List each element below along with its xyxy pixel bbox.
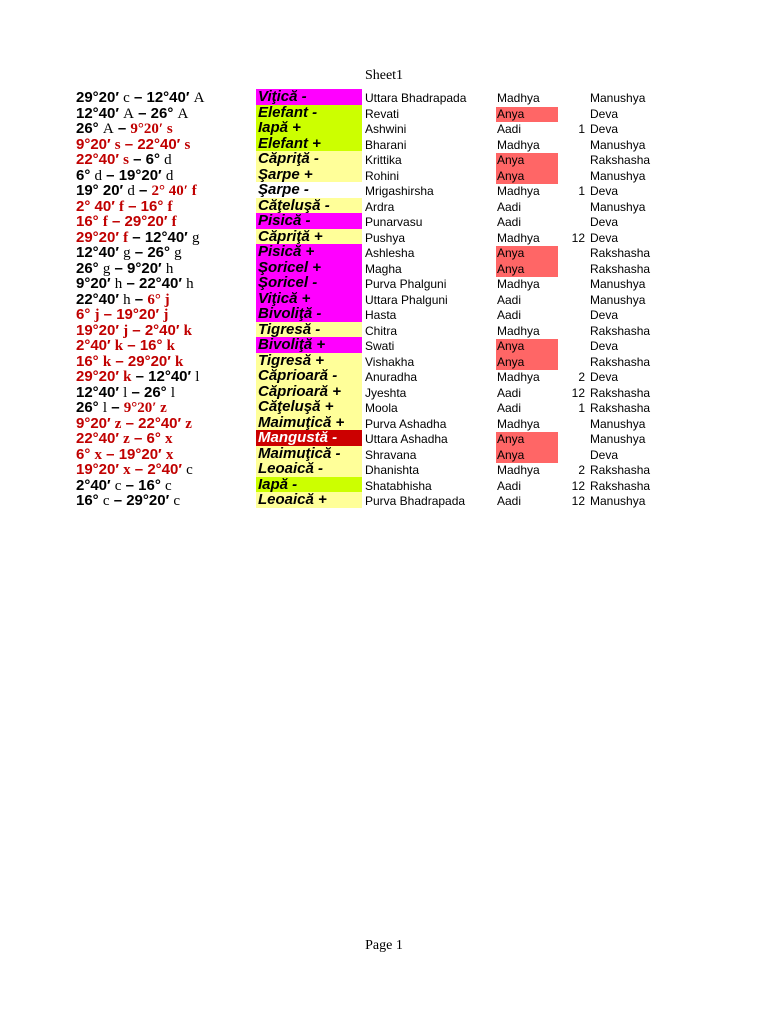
nakshatra-name: Purva Bhadrapada	[365, 494, 466, 508]
animal-label: Leoaică -	[256, 461, 362, 477]
nadi-label: Anya	[496, 246, 558, 262]
nadi-label: Aadi	[497, 401, 522, 415]
animal-label: Tigresă -	[256, 322, 362, 338]
count-value: 12	[571, 494, 585, 508]
degree-range: 22°40′ z – 6° x	[76, 430, 173, 447]
nadi-label: Anya	[496, 355, 558, 371]
count-value	[560, 262, 585, 278]
nadi-label: Anya	[496, 432, 558, 448]
degree-range: 29°20′ f – 12°40′ g	[76, 228, 200, 246]
degree-range: 29°20′ c – 12°40′ A	[76, 89, 205, 106]
nakshatra-name: Dhanishta	[365, 463, 420, 477]
count-value	[560, 355, 585, 371]
degree-range: 12°40′ l – 26° l	[76, 383, 176, 401]
animal-label: Elefant +	[256, 136, 362, 152]
gana-type: Deva	[590, 184, 619, 198]
count-value	[560, 432, 585, 448]
animal-label: Şoricel +	[256, 260, 362, 276]
nakshatra-name: Hasta	[365, 308, 397, 322]
nakshatra-name: Shravana	[365, 447, 417, 462]
count-value	[560, 324, 585, 340]
nakshatra-name: Vishakha	[365, 354, 415, 369]
gana-type: Rakshasha	[590, 385, 651, 400]
count-value	[560, 293, 585, 309]
nadi-label: Madhya	[497, 463, 540, 477]
animal-label: Maimuţică +	[256, 415, 362, 431]
degree-range: 26° l – 9°20′ z	[76, 399, 167, 416]
count-value: 2	[578, 463, 585, 477]
count-value	[560, 277, 585, 293]
nakshatra-name: Swati	[365, 339, 395, 353]
nadi-label: Anya	[496, 448, 558, 464]
gana-type: Manushya	[590, 432, 646, 446]
gana-type: Manushya	[590, 494, 646, 508]
gana-type: Deva	[590, 447, 619, 462]
nadi-label: Madhya	[497, 137, 540, 152]
animal-label: Şarpe +	[256, 167, 362, 183]
nakshatra-name: Shatabhisha	[365, 478, 432, 493]
gana-type: Deva	[590, 339, 619, 353]
count-value: 1	[578, 122, 585, 136]
gana-type: Rakshasha	[590, 246, 651, 260]
count-value	[560, 308, 585, 324]
nadi-label: Anya	[496, 169, 558, 185]
count-value	[560, 200, 585, 216]
gana-type: Manushya	[590, 416, 646, 431]
degree-range: 16° c – 29°20′ c	[76, 492, 181, 509]
nakshatra-name: Purva Phalguni	[365, 277, 447, 291]
animal-label: Căpriţă +	[256, 229, 362, 245]
count-value	[560, 169, 585, 185]
animal-label: Căţeluşă -	[256, 198, 362, 214]
nakshatra-name: Ashwini	[365, 122, 407, 136]
gana-type: Manushya	[590, 277, 646, 291]
animal-label: Pisică +	[256, 244, 362, 260]
gana-type: Manushya	[590, 292, 646, 307]
nakshatra-name: Uttara Bhadrapada	[365, 91, 467, 105]
gana-type: Manushya	[590, 91, 646, 105]
nadi-label: Madhya	[497, 370, 540, 384]
nadi-label: Madhya	[497, 277, 540, 291]
degree-range: 26° g – 9°20′ h	[76, 259, 174, 277]
nakshatra-name: Purva Ashadha	[365, 416, 447, 431]
animal-label: Pisică -	[256, 213, 362, 229]
gana-type: Manushya	[590, 137, 646, 152]
nadi-label: Anya	[496, 339, 558, 355]
animal-label: Maimuţică -	[256, 446, 362, 462]
gana-type: Rakshasha	[590, 354, 651, 369]
animal-label: Iapă -	[256, 477, 362, 493]
nakshatra-name: Magha	[365, 261, 402, 276]
gana-type: Rakshasha	[590, 261, 651, 276]
degree-range: 6° x – 19°20′ x	[76, 445, 174, 463]
degree-range: 19°20′ j – 2°40′ k	[76, 321, 192, 339]
animal-label: Căprioară +	[256, 384, 362, 400]
count-value	[560, 215, 585, 231]
degree-range: 12°40′ g – 26° g	[76, 244, 182, 261]
nadi-label: Madhya	[497, 416, 540, 431]
animal-label: Iapă +	[256, 120, 362, 136]
animal-label: Căprioară -	[256, 368, 362, 384]
count-value	[560, 339, 585, 355]
nadi-label: Madhya	[497, 91, 540, 105]
nakshatra-name: Chitra	[365, 323, 398, 338]
gana-type: Rakshasha	[590, 478, 651, 493]
animal-label: Bivoliţă -	[256, 306, 362, 322]
gana-type: Deva	[590, 370, 619, 384]
degree-range: 9°20′ h – 22°40′ h	[76, 275, 194, 292]
nadi-label: Aadi	[497, 494, 522, 508]
count-value	[560, 153, 585, 169]
nadi-label: Madhya	[497, 184, 540, 198]
nadi-label: Anya	[496, 107, 558, 123]
animal-label: Viţică -	[256, 89, 362, 105]
count-value	[560, 417, 585, 433]
degree-range: 26° A – 9°20′ s	[76, 120, 173, 137]
nakshatra-name: Rohini	[365, 168, 400, 183]
nakshatra-name: Krittika	[365, 153, 402, 167]
nakshatra-name: Jyeshta	[365, 385, 407, 400]
count-value: 12	[571, 230, 585, 245]
gana-type: Manushya	[590, 168, 646, 183]
nakshatra-name: Moola	[365, 401, 398, 415]
animal-label: Căpriţă -	[256, 151, 362, 167]
table-row	[0, 491, 768, 510]
sheet-title: Sheet1	[364, 68, 404, 83]
nadi-label: Aadi	[497, 478, 522, 493]
count-value: 12	[571, 478, 585, 493]
nadi-label: Aadi	[497, 199, 522, 214]
count-value	[560, 138, 585, 154]
gana-type: Deva	[590, 215, 619, 229]
degree-range: 16° f – 29°20′ f	[76, 213, 177, 230]
animal-label: Elefant -	[256, 105, 362, 121]
animal-label: Leoaică +	[256, 492, 362, 508]
degree-range: 22°40′ s – 6° d	[76, 151, 172, 168]
gana-type: Deva	[590, 230, 619, 245]
nakshatra-name: Pushya	[365, 230, 406, 245]
nadi-label: Aadi	[497, 308, 522, 322]
nadi-label: Aadi	[497, 292, 522, 307]
degree-range: 9°20′ s – 22°40′ s	[76, 135, 191, 153]
count-value: 1	[578, 401, 585, 415]
degree-range: 2° 40′ f – 16° f	[76, 197, 173, 215]
nakshatra-name: Mrigashirsha	[365, 184, 434, 198]
degree-range: 16° k – 29°20′ k	[76, 352, 184, 370]
count-value	[560, 91, 585, 107]
nadi-label: Aadi	[497, 122, 522, 136]
animal-label: Căţeluşă +	[256, 399, 362, 415]
degree-range: 6° j – 19°20′ j	[76, 306, 169, 323]
gana-type: Deva	[590, 122, 619, 136]
gana-type: Rakshasha	[590, 463, 651, 477]
nakshatra-name: Revati	[365, 106, 400, 121]
nakshatra-name: Anuradha	[365, 370, 418, 384]
animal-label: Şoricel -	[256, 275, 362, 291]
gana-type: Rakshasha	[590, 153, 651, 167]
nadi-label: Aadi	[497, 385, 522, 400]
animal-label: Bivoliţă +	[256, 337, 362, 353]
nakshatra-name: Ashlesha	[365, 246, 415, 260]
nadi-label: Madhya	[497, 323, 540, 338]
nakshatra-name: Uttara Ashadha	[365, 432, 448, 446]
page-footer: Page 1	[365, 938, 403, 953]
animal-label: Viţică +	[256, 291, 362, 307]
degree-range: 19°20′ x – 2°40′ c	[76, 461, 193, 478]
nadi-label: Madhya	[497, 230, 540, 245]
degree-range: 2°40′ c – 16° c	[76, 476, 172, 494]
degree-range: 19° 20′ d – 2° 40′ f	[76, 182, 197, 199]
animal-label: Mangustă -	[256, 430, 362, 446]
nakshatra-name: Bharani	[365, 137, 407, 152]
nadi-label: Anya	[496, 262, 558, 278]
gana-type: Rakshasha	[590, 323, 651, 338]
count-value: 2	[578, 370, 585, 384]
gana-type: Deva	[590, 308, 619, 322]
nakshatra-name: Punarvasu	[365, 215, 423, 229]
degree-range: 6° d – 19°20′ d	[76, 166, 174, 184]
nakshatra-name: Ardra	[365, 199, 395, 214]
degree-range: 2°40′ k – 16° k	[76, 337, 176, 354]
degree-range: 9°20′ z – 22°40′ z	[76, 414, 192, 432]
degree-range: 22°40′ h – 6° j	[76, 290, 170, 308]
count-value	[560, 107, 585, 123]
count-value	[560, 448, 585, 464]
count-value: 1	[578, 184, 585, 198]
nadi-label: Anya	[496, 153, 558, 169]
nakshatra-name: Uttara Phalguni	[365, 292, 448, 307]
gana-type: Deva	[590, 106, 619, 121]
count-value: 12	[571, 385, 585, 400]
degree-range: 12°40′ A – 26° A	[76, 104, 189, 122]
gana-type: Rakshasha	[590, 401, 651, 415]
degree-range: 29°20′ k – 12°40′ l	[76, 368, 200, 385]
nadi-label: Aadi	[497, 215, 522, 229]
count-value	[560, 246, 585, 262]
gana-type: Manushya	[590, 199, 646, 214]
animal-label: Tigresă +	[256, 353, 362, 369]
animal-label: Şarpe -	[256, 182, 362, 198]
